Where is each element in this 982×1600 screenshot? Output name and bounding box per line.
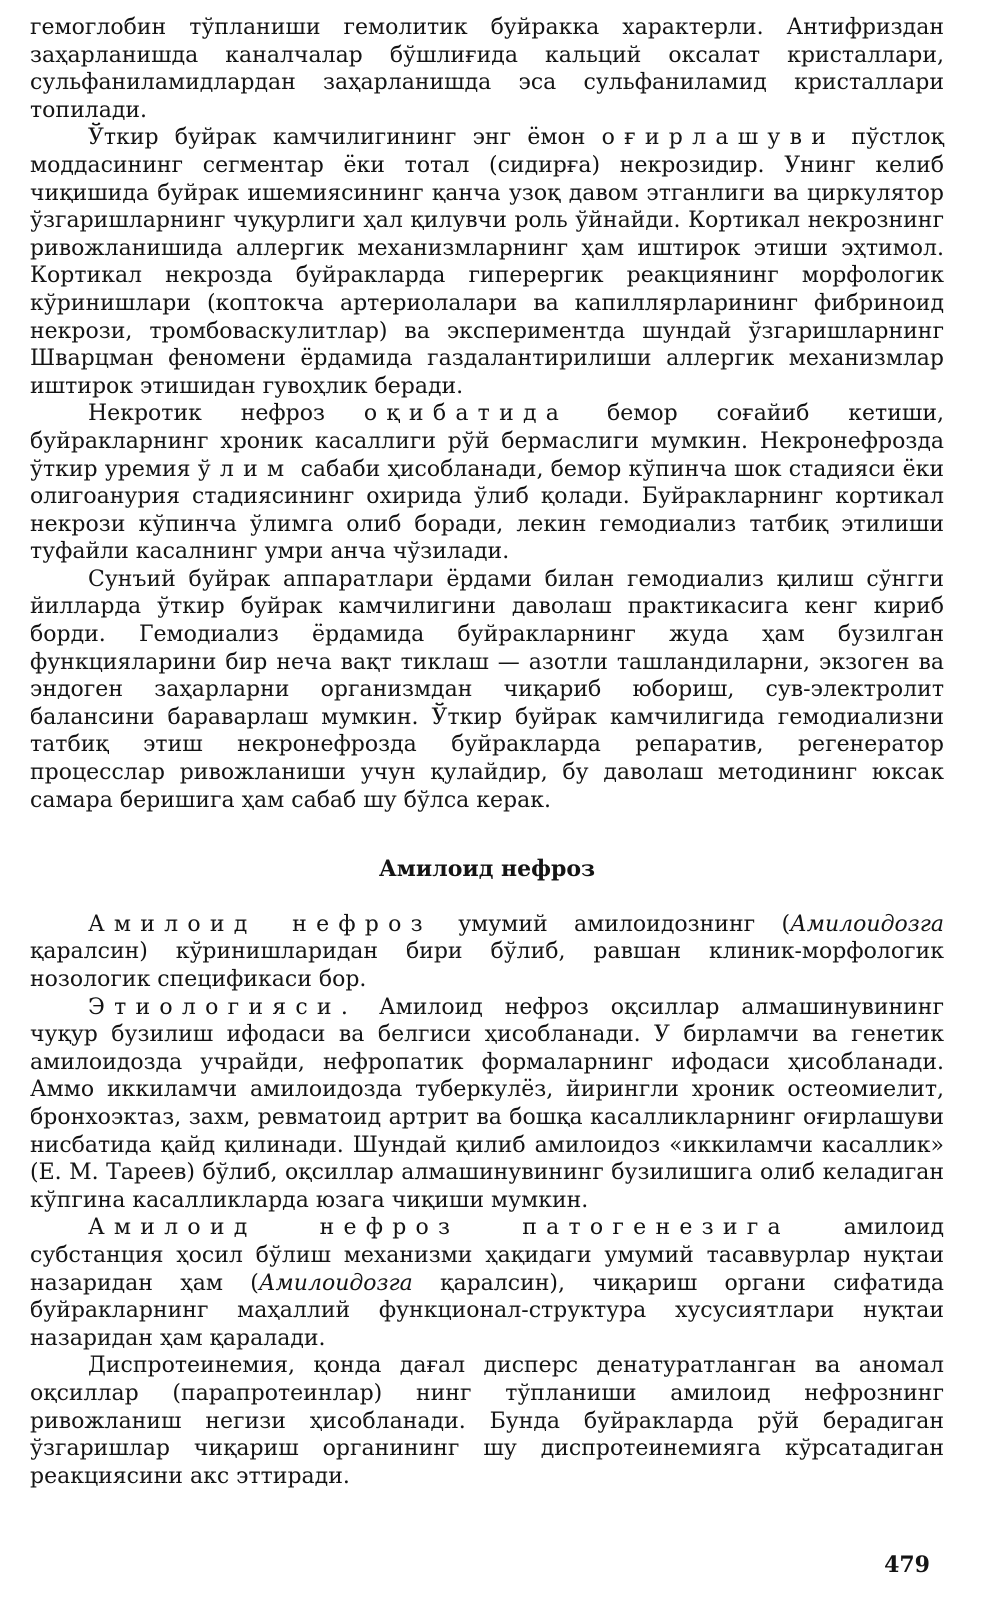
paragraph-7-italic-ref: Амилоидозга bbox=[258, 1270, 413, 1296]
paragraph-3-rest: сабаби ҳисобланади, бемор кўпинча шок стадияси ёки олигоанурия стадиясининг охирида ўлиб қолади. Буйракларнинг кортикал некрози кўпинча ўлимга олиб боради, лекин гемодиализ татбиқ этилиши туфайли касалнинг умри анча чўзилади. bbox=[30, 456, 945, 565]
paragraph-4 bbox=[30, 566, 944, 814]
paragraph-8 bbox=[30, 1352, 944, 1490]
paragraph-6 bbox=[30, 994, 944, 1215]
paragraph-3 bbox=[30, 400, 944, 566]
paragraph-1 bbox=[30, 14, 944, 124]
paragraph-3-start: Некротик нефроз bbox=[88, 401, 325, 427]
paragraph-6-spaced-term: Этиологияси. bbox=[88, 994, 358, 1020]
paragraph-4-text: Сунъий буйрак аппаратлари ёрдами билан гемодиализ қилиш сўнгги йилларда ўткир буйрак камчилигини даволаш практикасига кенг кириб борди. Гемодиализ ёрдамида буйракларнинг жуда ҳам бузилган функцияларини бир неча вақт тиклаш — азотли ташландиларни, экзоген ва эндоген заҳарларни организмдан чиқариб юбориш, сув-электролит балансини бараварлаш мумкин. Ўткир буйрак камчилигида гемодиализни татбиқ этиш некронефрозда буйракларда репаратив, регенератор процесслар ривожланиши учун қулайдир, бу даволаш методининг юксак самара беришига ҳам сабаб шу бўлса керак. bbox=[30, 566, 944, 813]
paragraph-3-spaced-word-1: оқибатида bbox=[363, 401, 569, 427]
paragraph-3-mid: бемор соғайиб кетиши, буйракларнинг хроник касаллиги рўй бермаслиги мумкин. Некронефрозда ўткир уремия bbox=[30, 401, 944, 482]
paragraph-5 bbox=[30, 911, 944, 994]
paragraph-5-mid: умумий амилоидознинг ( bbox=[458, 911, 791, 937]
section-heading: Амилоид нефроз bbox=[378, 856, 596, 883]
paragraph-7-mid: амилоид субстанция ҳосил бўлиш механизми ҳақидаги умумий тасаввурлар нуқтаи назаридан ҳам ( bbox=[30, 1215, 944, 1296]
paragraph-1-text: гемоглобин тўпланиши гемолитик буйракка характерли. Антифриздан заҳарланишда каналчалар бўшлиғида кальций оксалат кристаллари, сульфаниламидлардан заҳарланишда эса сульфаниламид кристаллари топилади. bbox=[30, 15, 944, 123]
paragraph-8-text: Диспротеинемия, қонда дағал дисперс денатуратланган ва аномал оқсиллар (парапротеинлар) нинг тўпланиши амилоид нефрознинг ривожланиш негизи ҳисобланади. Бунда буйракларда рўй берадиган ўзгаришлар чиқариш органининг шу диспротеинемияга кўрсатадиган реакциясини акс эттиради. bbox=[30, 1353, 944, 1489]
paragraph-5-rest: қаралсин) кўринишларидан бири бўлиб, равшан клиник-морфологик нозологик спецификаси бор. bbox=[30, 939, 944, 992]
paragraph-2-spaced-word: оғирлашуви bbox=[601, 125, 836, 151]
page-body bbox=[30, 14, 944, 1490]
paragraph-3-spaced-word-2: ўлим bbox=[197, 456, 294, 482]
paragraph-2 bbox=[30, 124, 944, 400]
paragraph-2-text: Ўткир буйрак камчилигининг энг ёмон bbox=[88, 125, 586, 151]
paragraph-7-spaced-term: Амилоид нефроз патогенезига bbox=[88, 1215, 790, 1241]
paragraph-2-rest: пўстлоқ моддасининг сегментар ёки тотал (сидирға) некрозидир. Унинг келиб чиқишида буйрак ишемиясининг қанча узоқ давом этганлиги ва циркулятор ўзгаришларнинг чуқурлиги ҳал қилувчи роль ўйнайди. Кортикал некрознинг ривожланишида аллергик механизмларнинг ҳам иштирок этиши эҳтимол. Кортикал некрозда буйракларда гиперергик реакциянинг морфологик кўринишлари (коптокча артериолалари ва капиллярларининг фибриноид некрози, тромбоваскулитлар) ва экспериментда шундай ўзгаришларнинг Шварцман феномени ёрдамида газдалантирилиши аллергик механизмлар иштирок этишидан гувоҳлик беради. bbox=[30, 125, 945, 399]
paragraph-5-italic-ref: Амилоидозга bbox=[790, 911, 945, 937]
paragraph-7 bbox=[30, 1214, 944, 1352]
paragraph-5-spaced-term: Амилоид нефроз bbox=[88, 911, 432, 937]
page-number: 479 bbox=[884, 1552, 930, 1578]
paragraph-7-rest: қаралсин), чиқариш органи сифатида буйракларнинг маҳаллий функционал-структура хусусиятлари нуқтаи назаридан ҳам қаралади. bbox=[30, 1270, 945, 1351]
paragraph-6-rest: Амилоид нефроз оқсиллар алмашинувининг чуқур бузилиш ифодаси ва белгиси ҳисобланади. У бирламчи ва генетик амилоидозда учрайди, нефропатик формаларнинг ифодаси ҳисобланади. Аммо иккиламчи амилоидозда туберкулёз, йирингли хроник остеомиелит, бронхоэктаз, захм, ревматоид артрит ва бошқа касалликларнинг оғирлашуви нисбатида қайд қилинади. Шундай қилиб амилоидоз «иккиламчи касаллик» (Е. М. Тареев) бўлиб, оқсиллар алмашинувининг бузилишига олиб келадиган кўпгина касалликларда юзага чиқиши мумкин. bbox=[30, 994, 944, 1213]
